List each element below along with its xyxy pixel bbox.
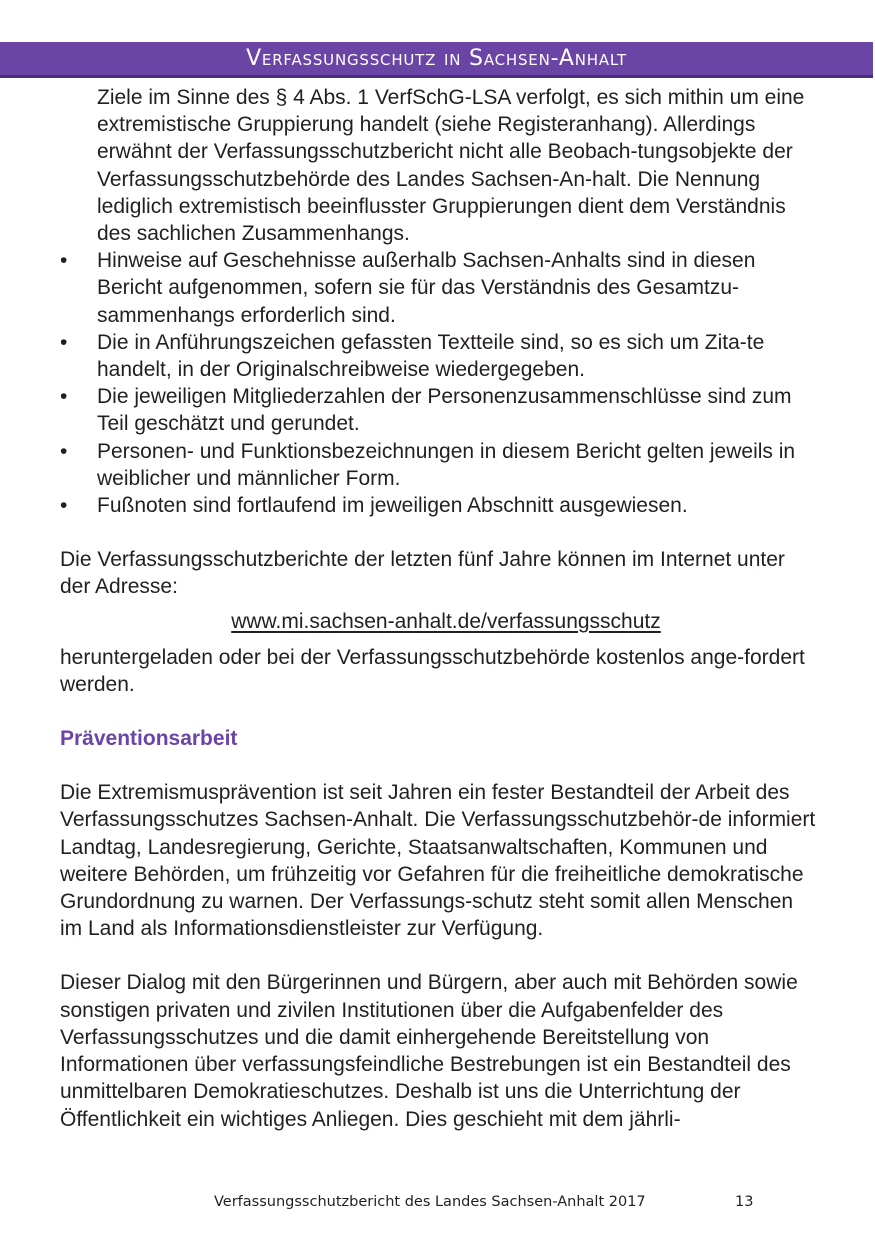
list-item [60, 247, 820, 329]
page-footer [0, 1194, 875, 1218]
bullet-icon: • [60, 249, 68, 273]
bullet-icon: • [60, 330, 68, 354]
bullet-icon: • [60, 439, 68, 463]
list-item-text: Die in Anführungszeichen gefassten Textteile sind, so es sich um Zita-te handelt, in der Originalschreibweise wiedergegeben. [97, 330, 765, 382]
spacer [60, 698, 820, 725]
prevention-paragraph-2: Dieser Dialog mit den Bürgerinnen und Bürgern, aber auch mit Behörden sowie sonstigen privaten und zivilen Institutionen über die Aufgabenfelder des Verfassungsschutzes und die damit einhergehende Bereitstellung von Informationen über verfassungsfeindliche Bestrebungen ist ein Bestandteil des unmittelbaren Demokratieschutzes. Deshalb ist uns die Unterrichtung der Öffentlichkeit ein wichtiges Anliegen. Dies geschieht mit dem jährli- [60, 971, 798, 1131]
website-link[interactable]: www.mi.sachsen-anhalt.de/verfassungsschutz [231, 609, 661, 633]
spacer [60, 942, 820, 969]
page-number: 13 [735, 1194, 754, 1210]
list-item [60, 383, 820, 437]
spacer [60, 752, 820, 779]
bullet-list [60, 247, 820, 519]
list-item-text: Personen- und Funktionsbezeichnungen in diesem Bericht gelten jeweils in weiblicher und männlicher Form. [97, 439, 796, 490]
prevention-paragraph-1: Die Extremismusprävention ist seit Jahren ein fester Bestandteil der Arbeit des Verfassungsschutzes Sachsen-Anhalt. Die Verfassungsschutzbehör-de informiert Landtag, Landesregierung, Gerichte, Staatsanwaltschaften, Kommunen und weitere Behörden, um frühzeitig vor Gefahren für die freiheitliche demokratische Grundordnung zu warnen. Der Verfassungs-schutz steht somit allen Menschen im Land als Informationsdienstleister zur Verfügung. [60, 781, 816, 941]
footer-text: Verfassungsschutzbericht des Landes Sachsen-Anhalt 2017 [214, 1194, 646, 1210]
list-item [60, 329, 820, 383]
header-bar [0, 42, 873, 78]
download-paragraph: heruntergeladen oder bei der Verfassungsschutzbehörde kostenlos ange-fordert werden. [60, 645, 805, 697]
spacer [60, 519, 820, 546]
link-line [72, 608, 820, 635]
list-item-text: Die jeweiligen Mitgliederzahlen der Personenzusammenschlüsse sind zum Teil geschätzt und gerundet. [97, 385, 792, 436]
header-title: Verfassungsschutz in Sachsen-Anhalt [246, 46, 627, 71]
bullet-icon: • [60, 494, 68, 518]
intro-continuation-paragraph: Ziele im Sinne des § 4 Abs. 1 VerfSchG-LSA verfolgt, es sich mithin um eine extremistische Gruppierung handelt (siehe Registeranhang). Allerdings erwähnt der Verfassungsschutzbericht nicht alle Beobach-tungsobjekte der Verfassungsschutzbehörde des Landes Sachsen-An-halt. Die Nennung lediglich extremistisch beeinflusster Gruppierungen dient dem Verständnis des sachlichen Zusammenhangs. [97, 86, 805, 246]
list-item [60, 438, 820, 492]
section-heading: Präventionsarbeit [60, 727, 238, 751]
list-item-text: Fußnoten sind fortlaufend im jeweiligen Abschnitt ausgewiesen. [97, 494, 688, 518]
main-content [60, 84, 820, 1133]
bullet-icon: • [60, 385, 68, 409]
list-item [60, 492, 820, 519]
internet-paragraph: Die Verfassungsschutzberichte der letzten fünf Jahre können im Internet unter der Adresse: [60, 548, 785, 599]
list-item-text: Hinweise auf Geschehnisse außerhalb Sachsen-Anhalts sind in diesen Bericht aufgenommen, sofern sie für das Verständnis des Gesamtzu-sammenhangs erforderlich sind. [97, 249, 756, 327]
